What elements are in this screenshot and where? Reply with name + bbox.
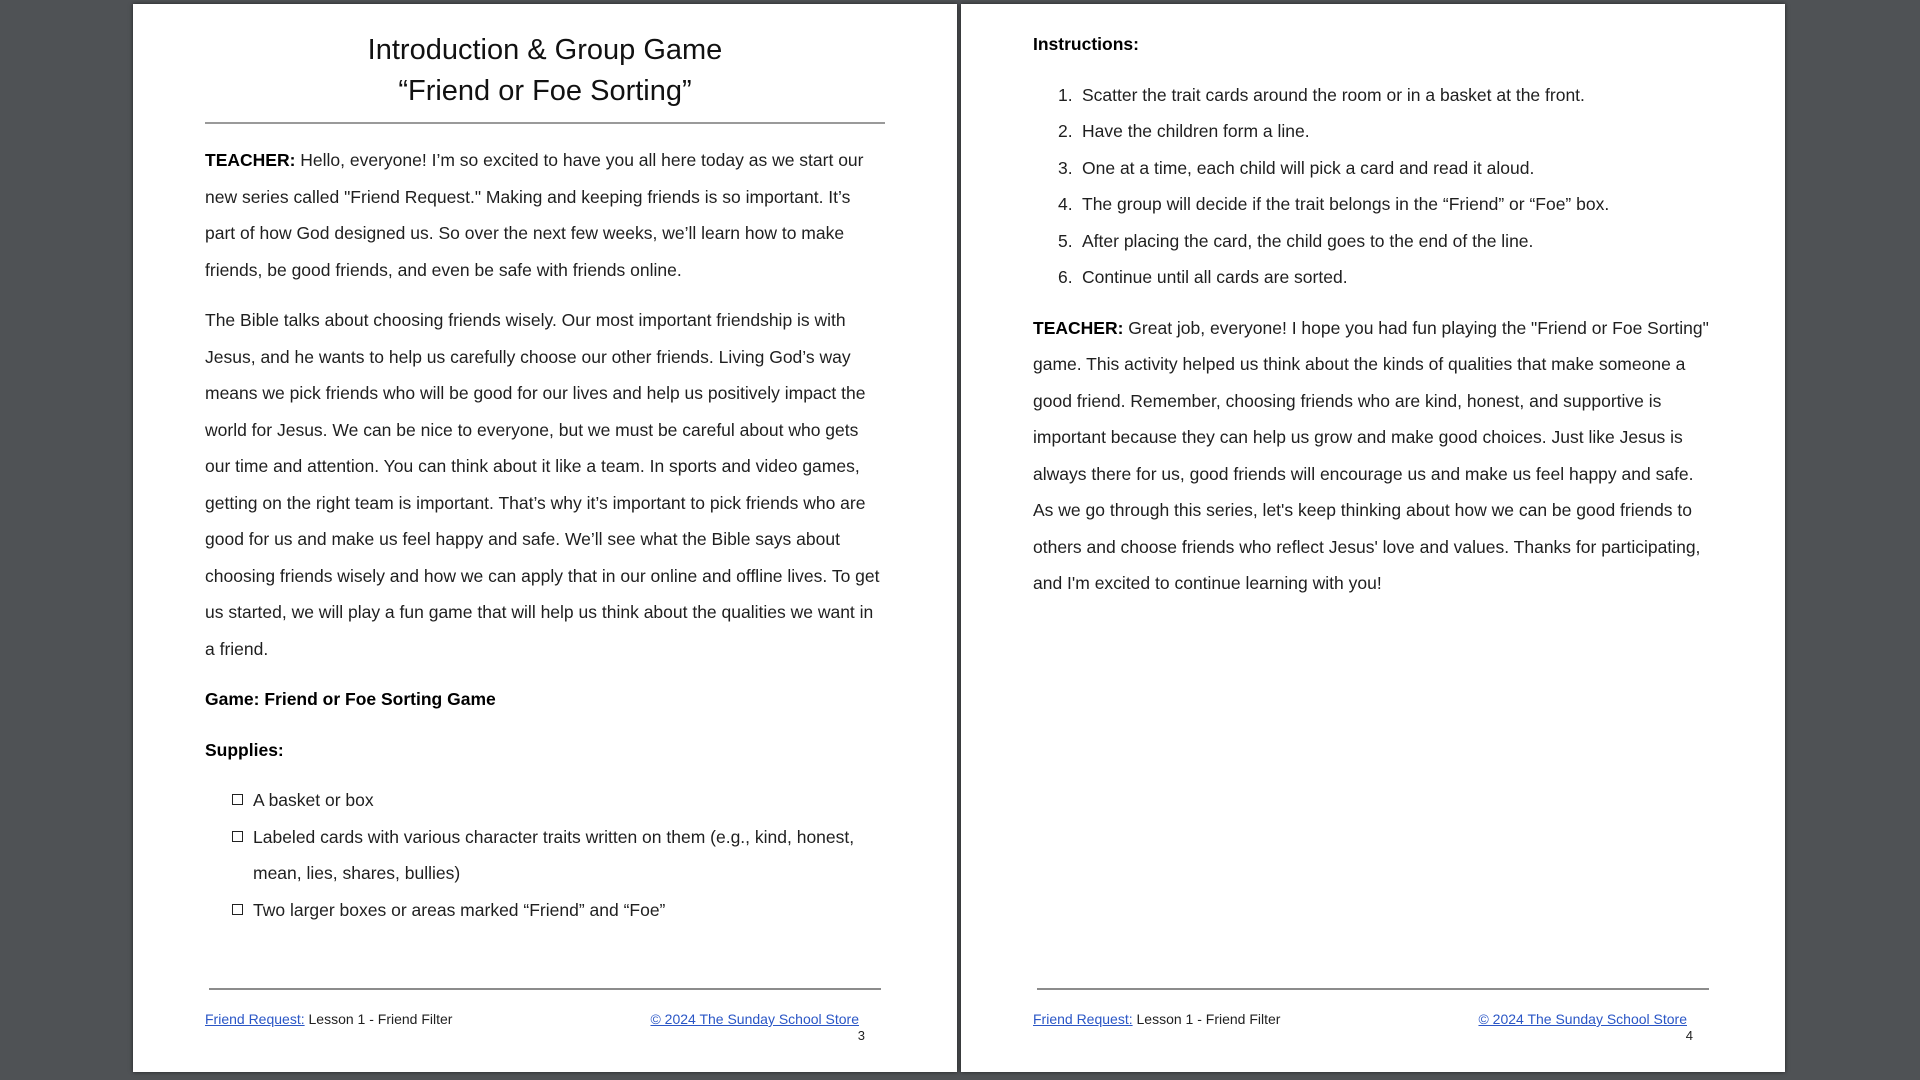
- checkbox-icon: [232, 794, 243, 805]
- instruction-step: [1033, 186, 1713, 223]
- supplies-list: [205, 782, 885, 928]
- supplies-heading: Supplies:: [205, 739, 284, 760]
- instructions-list: [1033, 77, 1713, 296]
- step-number: 2.: [1058, 121, 1073, 141]
- teacher-label: TEACHER:: [1033, 317, 1124, 338]
- intro-paragraph: [205, 142, 885, 288]
- checkbox-icon: [232, 831, 243, 842]
- page-4-content: [1033, 26, 1713, 616]
- supply-item: [232, 782, 885, 819]
- instruction-step: [1033, 223, 1713, 260]
- instruction-step: [1033, 77, 1713, 114]
- step-text: Have the children form a line.: [1082, 121, 1310, 141]
- instruction-step: [1033, 113, 1713, 150]
- page-number: 4: [1685, 1028, 1693, 1043]
- footer-lesson-text: Lesson 1 - Friend Filter: [1132, 1011, 1281, 1027]
- checkbox-icon: [232, 904, 243, 915]
- step-number: 5.: [1058, 230, 1073, 251]
- footer-series-link[interactable]: Friend Request:: [205, 1011, 305, 1027]
- step-number: 4.: [1058, 194, 1073, 214]
- footer-series-link[interactable]: Friend Request:: [1033, 1011, 1133, 1027]
- bible-paragraph: The Bible talks about choosing friends wisely. Our most important friendship is with Jesus, and he wants to help us carefully choose our other friends. Living God’s way means we pick friends who will be good for our lives and help us positively impact the world for Jesus. We can be nice to everyone, but we must be careful about who gets our time and attention. You can think about it like a team. In sports and video games, getting on the right team is important. That’s why it’s important to pick friends who are good for us and make us feel happy and safe. We’ll see what the Bible says about choosing friends wisely and how we can apply that in our online and offline lives. To get us started, we will play a fun game that will help us think about the qualities we want in a friend.: [205, 310, 880, 659]
- instruction-step: [1033, 259, 1713, 296]
- title-line-1: Introduction & Group Game: [367, 34, 723, 66]
- page-title: [205, 30, 885, 112]
- footer-copyright-link[interactable]: © 2024 The Sunday School Store: [650, 1011, 859, 1027]
- teacher-label: TEACHER:: [205, 150, 296, 170]
- closing-text: Great job, everyone! I hope you had fun playing the "Friend or Foe Sorting" game. This activity helped us think about the kinds of qualities that make someone a good friend. Remember, choosing friends who are kind, honest, and supportive is important because they can help us grow and make good choices. Just like Jesus is always there for us, good friends will encourage us and make us feel happy and safe. As we go through this series, let's keep thinking about how we can be good friends to others and choose friends who reflect Jesus' love and values. Thanks for participating, and I'm excited to continue learning with you!: [1033, 317, 1709, 593]
- step-text: The group will decide if the trait belongs in the “Friend” or “Foe” box.: [1082, 194, 1610, 214]
- footer-series: [1033, 1010, 1280, 1028]
- instructions-heading: Instructions:: [1033, 34, 1139, 54]
- intro-text: Hello, everyone! I’m so excited to have you all here today as we start our new series called "Friend Request." Making and keeping friends is so important. It’s part of how God designed us. So over the next few weeks, we’ll learn how to make friends, be good friends, and even be safe with friends online.: [205, 150, 864, 280]
- step-number: 6.: [1058, 267, 1073, 287]
- document-page-4: [961, 4, 1785, 1072]
- footer-lesson-text: Lesson 1 - Friend Filter: [304, 1011, 453, 1027]
- footer-divider: [209, 988, 881, 990]
- page-3-content: [205, 30, 885, 928]
- footer-copyright-link[interactable]: © 2024 The Sunday School Store: [1478, 1011, 1687, 1027]
- title-divider: [205, 122, 885, 124]
- step-number: 1.: [1058, 84, 1073, 105]
- instruction-step: [1033, 150, 1713, 187]
- step-text: Scatter the trait cards around the room or in a basket at the front.: [1082, 84, 1585, 105]
- supply-item: [232, 892, 885, 929]
- supply-text: A basket or box: [253, 790, 374, 810]
- footer-series: [205, 1010, 452, 1028]
- step-text: One at a time, each child will pick a card and read it aloud.: [1082, 157, 1535, 178]
- closing-paragraph: [1033, 310, 1713, 602]
- step-text: Continue until all cards are sorted.: [1082, 267, 1348, 287]
- supply-text: Labeled cards with various character traits written on them (e.g., kind, honest, mean, lies, shares, bullies): [253, 826, 855, 883]
- supply-text: Two larger boxes or areas marked “Friend” and “Foe”: [253, 899, 666, 920]
- game-heading: Game: Friend or Foe Sorting Game: [205, 689, 496, 709]
- page-number: 3: [857, 1028, 865, 1043]
- step-number: 3.: [1058, 157, 1073, 178]
- footer-divider: [1037, 988, 1709, 990]
- document-page-3: [133, 4, 957, 1072]
- step-text: After placing the card, the child goes to the end of the line.: [1082, 230, 1534, 251]
- title-line-2: “Friend or Foe Sorting”: [398, 75, 692, 107]
- supply-item: [232, 819, 885, 892]
